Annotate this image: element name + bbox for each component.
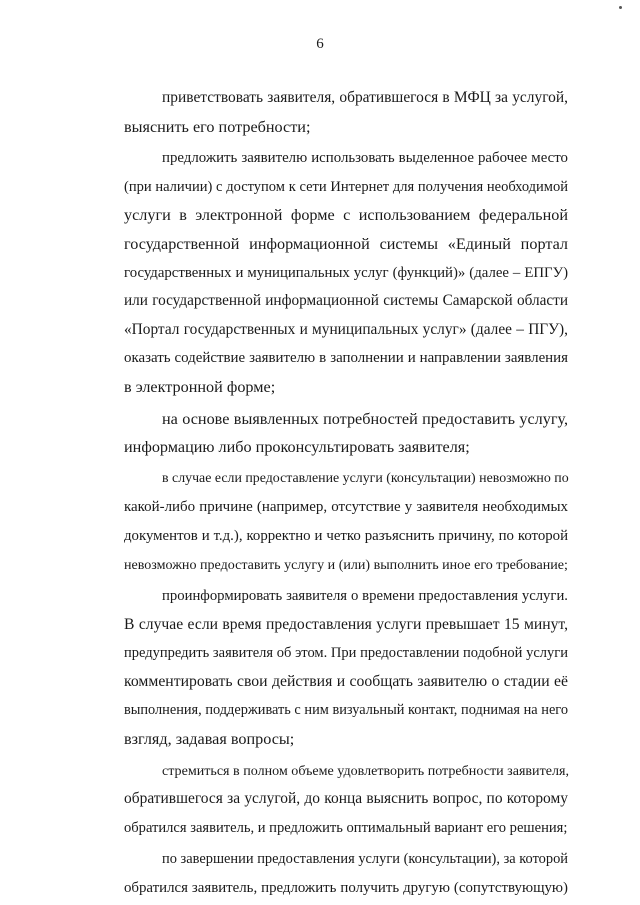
text-line: (при наличии) с доступом к сети Интернет для получения необходимой: [124, 178, 568, 195]
text-line: предложить заявителю использовать выделенное рабочее место: [162, 150, 568, 167]
text-line: выполнения, поддерживать с ним визуальный контакт, поднимая на него: [124, 702, 568, 719]
text-line: информацию либо проконсультировать заявителя;: [124, 438, 470, 457]
text-line: оказать содействие заявителю в заполнении и направлении заявления: [124, 350, 568, 367]
text-line: государственных и муниципальных услуг (функций)» (далее – ЕПГУ): [124, 264, 568, 281]
text-line: документов и т.д.), корректно и четко разъяснить причину, по которой: [124, 527, 568, 544]
paragraph: [86, 144, 568, 401]
text-line: комментировать свои действия и сообщать заявителю о стадии её: [124, 672, 568, 690]
text-line: или государственной информационной системы Самарской области: [124, 292, 568, 310]
text-line: невозможно предоставить услугу и (или) выполнить иное его требование;: [124, 556, 568, 573]
text-line: выяснить его потребности;: [124, 117, 311, 136]
paragraph: [86, 465, 568, 579]
text-line: государственной информационной системы «Единый портал: [124, 234, 568, 253]
text-line: проинформировать заявителя о времени предоставления услуги.: [162, 588, 568, 605]
text-line: В случае если время предоставления услуги превышает 15 минут,: [124, 615, 568, 633]
text-line: обратился заявитель, предложить получить другую (сопутствующую): [124, 880, 568, 897]
paragraph: [86, 405, 568, 462]
text-line: услуги в электронной форме с использованием федеральной: [124, 206, 568, 225]
text-line: предупредить заявителя об этом. При предоставлении подобной услуги: [124, 645, 568, 662]
scan-speck: [619, 6, 622, 9]
text-line: обратился заявитель, и предложить оптимальный вариант его решения;: [124, 819, 568, 836]
text-line: обратившегося за услугой, до конца выяснить вопрос, по которому: [124, 790, 568, 808]
text-line: «Портал государственных и муниципальных услуг» (далее – ПГУ),: [124, 320, 568, 338]
document-body: [86, 84, 568, 903]
page-number: 6: [316, 36, 324, 52]
text-line: в случае если предоставление услуги (консультации) невозможно по: [162, 470, 569, 486]
text-line: взгляд, задавая вопросы;: [124, 730, 295, 749]
paragraph: [86, 84, 568, 141]
text-line: стремиться в полном объеме удовлетворить потребности заявителя,: [162, 762, 569, 779]
text-line: в электронной форме;: [124, 377, 276, 396]
paragraph: [86, 845, 568, 902]
text-line: на основе выявленных потребностей предоставить услугу,: [162, 409, 568, 428]
text-line: приветствовать заявителя, обратившегося в МФЦ за услугой,: [162, 89, 568, 106]
text-line: какой-либо причине (например, отсутствие у заявителя необходимых: [124, 499, 568, 516]
paragraph: [86, 757, 568, 843]
text-line: по завершении предоставления услуги (консультации), за которой: [162, 851, 568, 868]
paragraph: [86, 582, 568, 754]
